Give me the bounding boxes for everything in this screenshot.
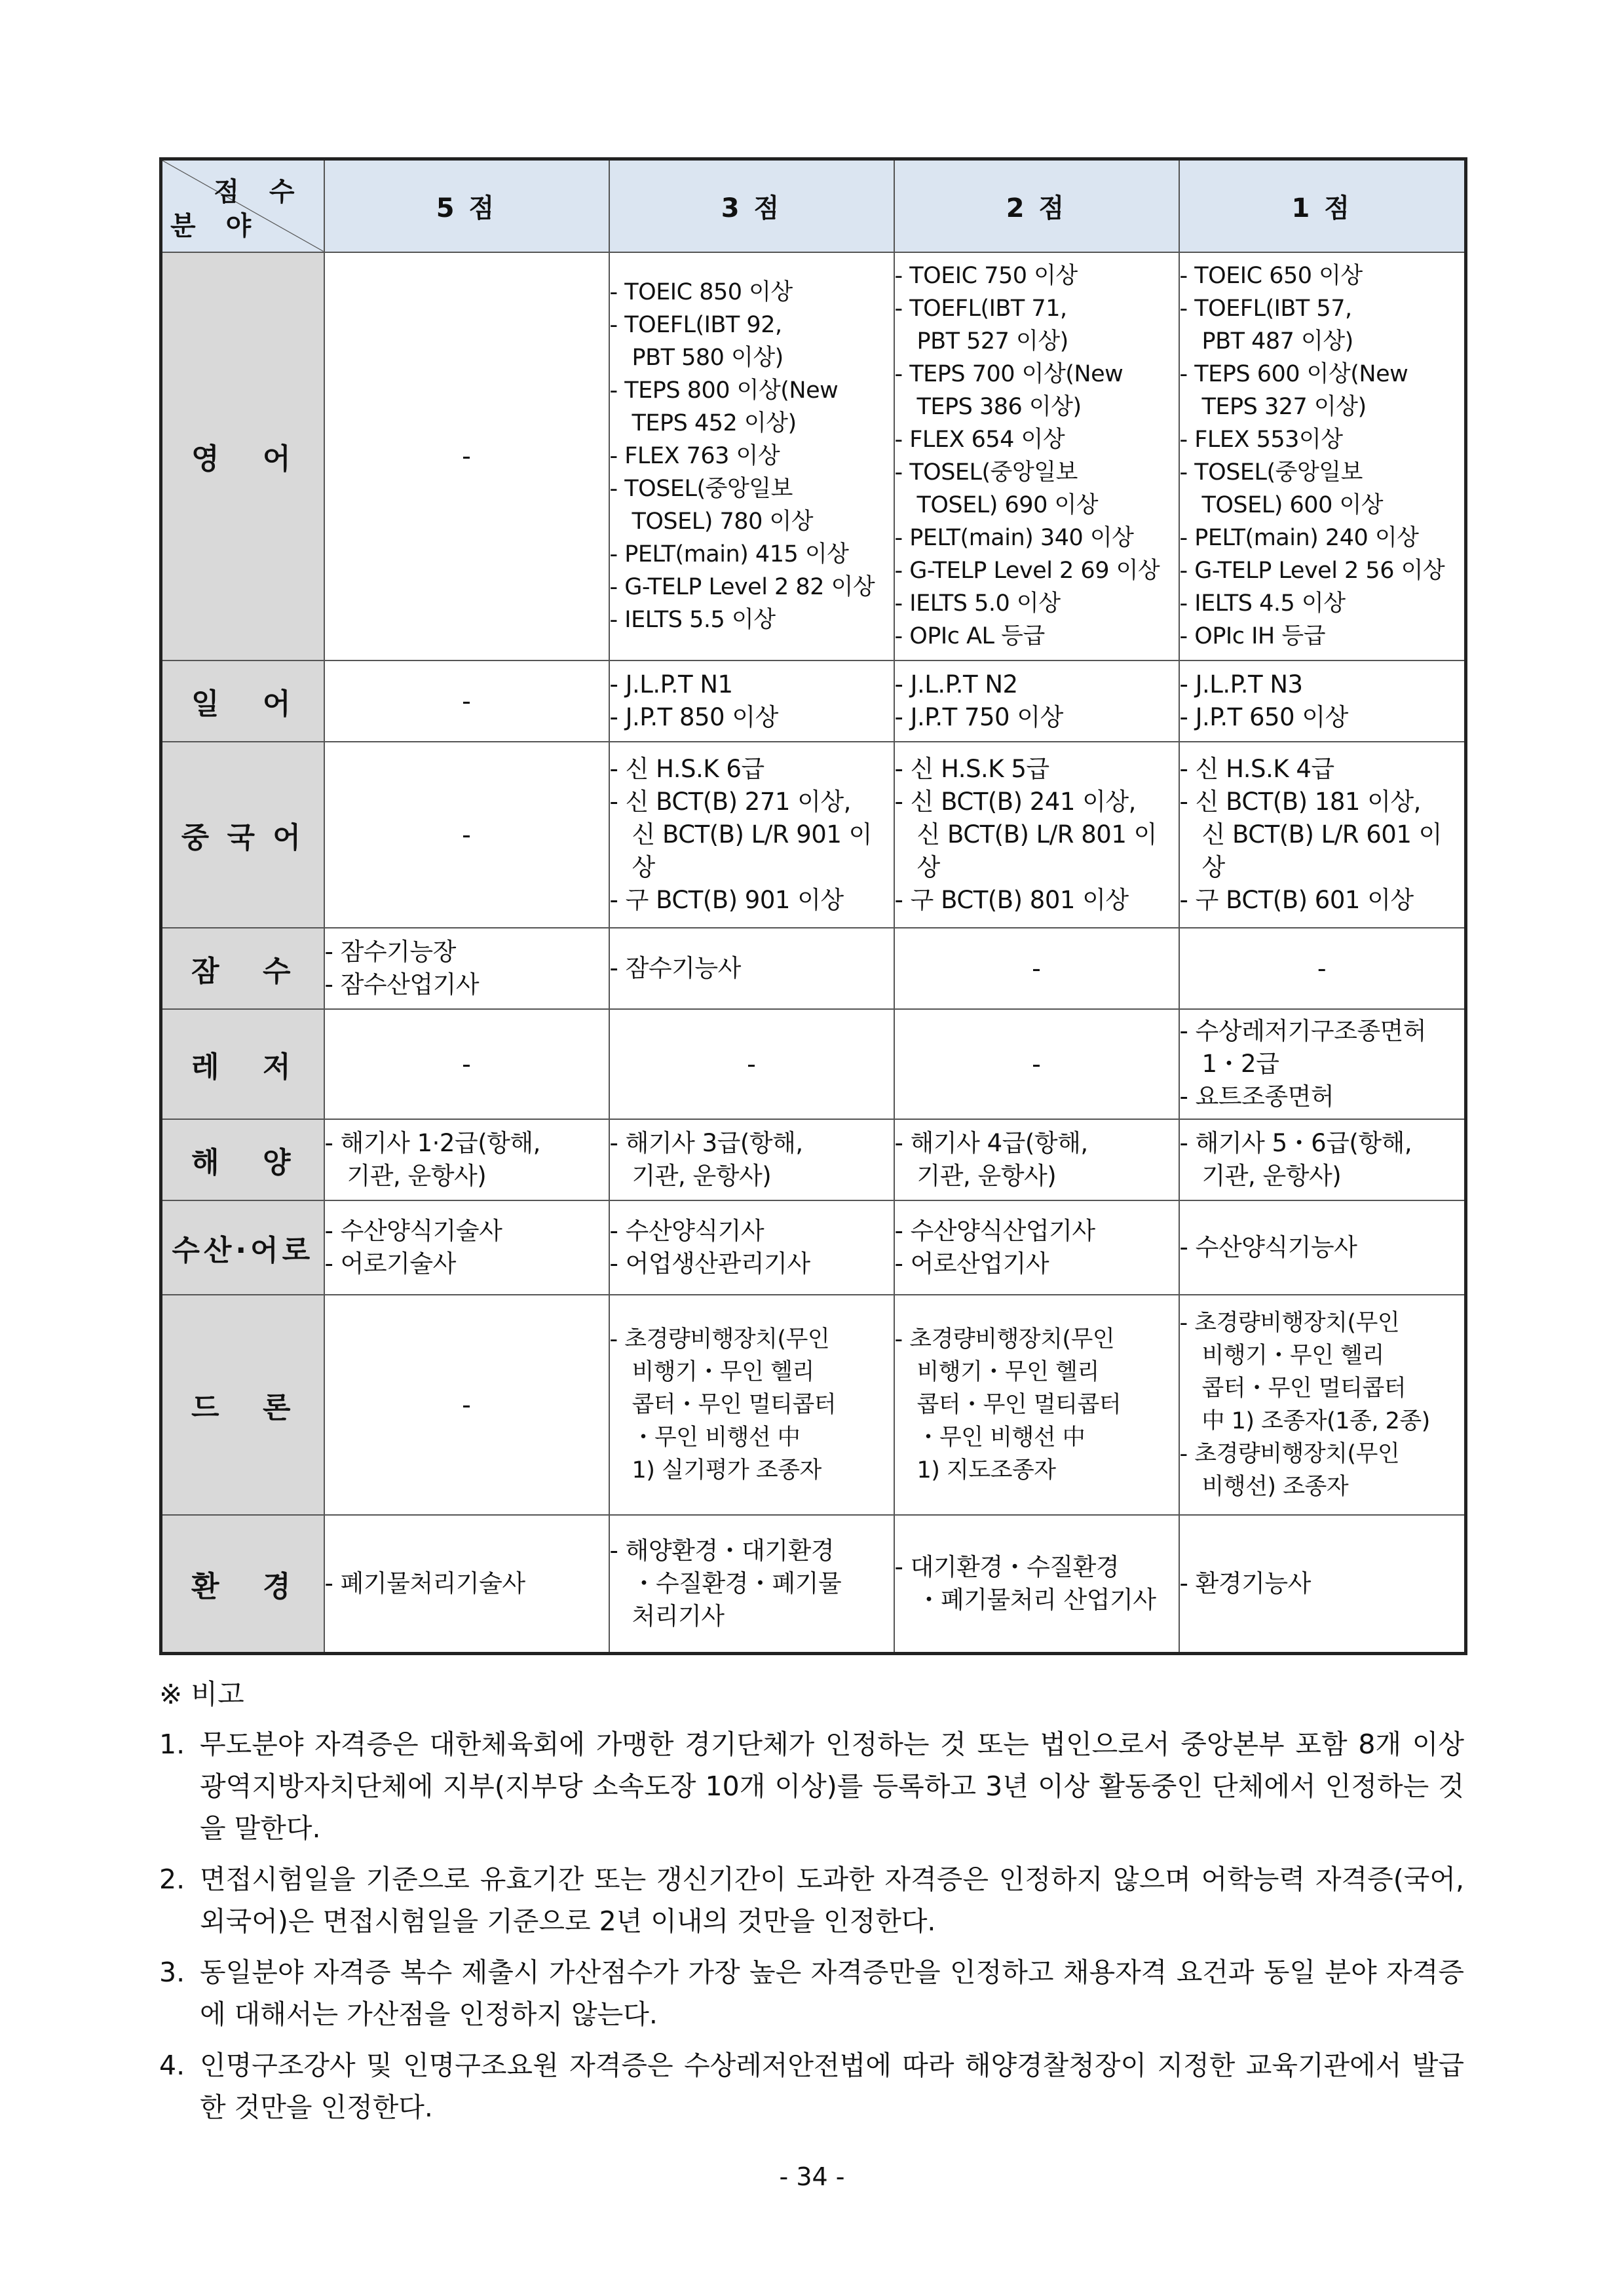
qualification-list [895, 1323, 1179, 1487]
qualification-item: - J.L.P.T N3 [1180, 668, 1465, 701]
qualification-list [610, 668, 894, 734]
qualification-item: - 초경량비행장치(무인 비행기・무인 헬리 콥터・무인 멀티콥터 中 1) 조종자(1종, 2종) [1180, 1307, 1465, 1438]
qualification-item: - 요트조종면허 [1180, 1081, 1465, 1113]
remarks-title: ※ 비고 [159, 1678, 244, 1710]
qualification-item: - TEPS 700 이상(New TEPS 386 이상) [895, 358, 1179, 423]
score-cell [894, 1295, 1179, 1515]
column-header-1pt: 1 점 [1179, 159, 1466, 252]
score-cell [1179, 1200, 1466, 1295]
field-label-char: 저 [262, 1050, 295, 1084]
page-number: - 34 - [779, 2162, 845, 2191]
field-label-cell [161, 1295, 324, 1515]
field-label-cell [161, 660, 324, 742]
qualification-item: - 신 H.S.K 5급 [895, 753, 1179, 786]
qualification-item: - 해기사 3급(항해, 기관, 운항사) [610, 1127, 894, 1193]
score-cell [894, 1009, 1179, 1119]
score-cell [324, 1009, 609, 1119]
qualification-item: - J.P.T 750 이상 [895, 701, 1179, 734]
qualification-item: - TOEIC 650 이상 [1180, 259, 1465, 292]
qualification-item: - J.P.T 850 이상 [610, 701, 894, 734]
remark-text: 동일분야 자격증 복수 제출시 가산점수가 가장 높은 자격증만을 인정하고 채용자격 요건과 동일 분야 자격증에 대해서는 가산점을 인정하지 않는다. [200, 1957, 1464, 2030]
qualification-item: - G-TELP Level 2 56 이상 [1180, 554, 1465, 587]
qualification-list [610, 952, 894, 985]
qualification-item: - 해기사 5・6급(항해, 기관, 운항사) [1180, 1127, 1465, 1193]
empty-dash: - [1032, 1049, 1041, 1079]
score-cell [609, 928, 894, 1009]
qualification-list [895, 1127, 1179, 1193]
remark-item [159, 2044, 1464, 2128]
qualification-item: - 해기사 4급(항해, 기관, 운항사) [895, 1127, 1179, 1193]
qualification-item: - TOEIC 850 이상 [610, 276, 894, 309]
qualification-item: - TEPS 600 이상(New TEPS 327 이상) [1180, 358, 1465, 423]
score-cell [1179, 1295, 1466, 1515]
remark-number: 1. [159, 1729, 185, 1760]
qualification-list [1180, 1015, 1465, 1113]
qualification-list [1180, 1567, 1465, 1600]
table-row [161, 1295, 1466, 1515]
qualification-item: - J.L.P.T N2 [895, 668, 1179, 701]
score-cell [324, 1119, 609, 1200]
field-label-char: 드 [191, 1390, 223, 1425]
qualification-item: - PELT(main) 340 이상 [895, 522, 1179, 554]
qualification-item: - 초경량비행장치(무인 비행기・무인 헬리 콥터・무인 멀티콥터 ・무인 비행선 中 1) 지도조종자 [895, 1323, 1179, 1487]
field-label-char: 어 [262, 442, 295, 476]
score-cell [324, 660, 609, 742]
field-label-cell [161, 928, 324, 1009]
qualification-item: - TOSEL(중앙일보 TOSEL) 600 이상 [1180, 456, 1465, 522]
qualification-item: - 해양환경・대기환경 ・수질환경・폐기물 처리기사 [610, 1535, 894, 1633]
qualification-item: - 수상레저기구조종면허 1・2급 [1180, 1015, 1465, 1081]
remark-item [159, 1723, 1464, 1849]
qualification-item: - G-TELP Level 2 82 이상 [610, 571, 894, 603]
score-cell [894, 1200, 1179, 1295]
qualification-list [1180, 259, 1465, 653]
qualification-list [1180, 668, 1465, 734]
corner-score-label: 점 수 [214, 177, 305, 207]
score-cell [894, 660, 1179, 742]
qualification-list [895, 1215, 1179, 1280]
qualification-item: - G-TELP Level 2 69 이상 [895, 554, 1179, 587]
qualification-item: - FLEX 553이상 [1180, 423, 1465, 456]
qualification-list [610, 1127, 894, 1193]
empty-dash: - [462, 686, 471, 716]
field-label-char: 양 [262, 1145, 295, 1179]
remark-number: 4. [159, 2050, 185, 2081]
score-cell [609, 742, 894, 928]
field-label-char: 경 [262, 1569, 295, 1603]
remarks-list [159, 1723, 1464, 2128]
score-cell [609, 1200, 894, 1295]
qualification-list [1180, 1127, 1465, 1193]
empty-dash: - [1032, 953, 1041, 983]
qualification-item: - TOEFL(IBT 57, PBT 487 이상) [1180, 292, 1465, 358]
qualification-list [610, 1215, 894, 1280]
score-cell [1179, 742, 1466, 928]
score-cell [324, 1200, 609, 1295]
field-label-cell [161, 1009, 324, 1119]
field-label-char: 잠 [191, 954, 223, 988]
corner-field-label: 분 야 [170, 210, 262, 241]
field-label-text: 중 국 어 [181, 820, 305, 854]
qualification-item: - IELTS 5.0 이상 [895, 587, 1179, 620]
qualification-item: - J.L.P.T N1 [610, 668, 894, 701]
field-label-cell [161, 252, 324, 660]
qualification-item: - IELTS 5.5 이상 [610, 603, 894, 636]
field-label-char: 환 [191, 1569, 223, 1603]
qualification-item: - IELTS 4.5 이상 [1180, 587, 1465, 620]
qualification-list [610, 276, 894, 636]
score-cell [1179, 252, 1466, 660]
qualification-item: - 어업생산관리기사 [610, 1248, 894, 1280]
qualification-item: - 구 BCT(B) 801 이상 [895, 884, 1179, 917]
qualification-list [325, 1127, 609, 1193]
qualification-item: - 해기사 1·2급(항해, 기관, 운항사) [325, 1127, 609, 1193]
empty-dash: - [1317, 953, 1327, 983]
qualification-item: - 폐기물처리기술사 [325, 1567, 609, 1600]
qualification-item: - 잠수산업기사 [325, 968, 609, 1001]
score-cell [609, 660, 894, 742]
empty-dash: - [747, 1049, 756, 1079]
qualification-item: - FLEX 763 이상 [610, 440, 894, 472]
score-cell [894, 252, 1179, 660]
remark-item [159, 1951, 1464, 2035]
qualification-item: - 어로기술사 [325, 1248, 609, 1280]
qualification-item: - OPIc IH 등급 [1180, 620, 1465, 653]
field-label-char: 일 [191, 687, 223, 721]
qualification-item: - 수산양식산업기사 [895, 1215, 1179, 1248]
score-cell [1179, 1119, 1466, 1200]
qualification-list [895, 259, 1179, 653]
qualification-item: - 구 BCT(B) 601 이상 [1180, 884, 1465, 917]
score-cell [609, 252, 894, 660]
score-cell [324, 1515, 609, 1654]
empty-dash: - [462, 1049, 471, 1079]
score-cell [609, 1295, 894, 1515]
qualification-item: - TEPS 800 이상(New TEPS 452 이상) [610, 374, 894, 440]
field-label-cell [161, 1515, 324, 1654]
qualification-item: - PELT(main) 415 이상 [610, 538, 894, 571]
score-cell [894, 928, 1179, 1009]
qualification-item: - 잠수기능사 [610, 952, 894, 985]
field-label-char: 레 [191, 1050, 223, 1084]
qualification-list [325, 1567, 609, 1600]
score-cell [324, 252, 609, 660]
column-header-5pt: 5 점 [324, 159, 609, 252]
qualification-item: - 신 BCT(B) 271 이상, 신 BCT(B) L/R 901 이상 [610, 786, 894, 884]
score-cell [324, 928, 609, 1009]
qualification-item: - PELT(main) 240 이상 [1180, 522, 1465, 554]
qualification-item: - TOSEL(중앙일보 TOSEL) 780 이상 [610, 472, 894, 538]
qualification-item: - 환경기능사 [1180, 1567, 1465, 1600]
field-label-cell [161, 742, 324, 928]
qualification-list [1180, 1307, 1465, 1503]
remark-text: 인명구조강사 및 인명구조요원 자격증은 수상레저안전법에 따라 해양경찰청장이 지정한 교육기관에서 발급한 것만을 인정한다. [200, 2050, 1464, 2123]
score-cell [609, 1119, 894, 1200]
remark-text: 면접시험일을 기준으로 유효기간 또는 갱신기간이 도과한 자격증은 인정하지 않으며 어학능력 자격증(국어, 외국어)은 면접시험일을 기준으로 2년 이내의 것만을 인정한다. [200, 1864, 1464, 1937]
qualification-item: - 대기환경・수질환경 ・폐기물처리 산업기사 [895, 1551, 1179, 1617]
qualification-item: - 신 H.S.K 4급 [1180, 753, 1465, 786]
qualification-item: - 수산양식기사 [610, 1215, 894, 1248]
score-cell [609, 1009, 894, 1119]
qualification-item: - 구 BCT(B) 901 이상 [610, 884, 894, 917]
qualification-item: - TOEFL(IBT 71, PBT 527 이상) [895, 292, 1179, 358]
field-label-cell [161, 1200, 324, 1295]
table-row [161, 660, 1466, 742]
qualification-item: - 수산양식기능사 [1180, 1231, 1465, 1264]
score-cell [324, 742, 609, 928]
score-cell [894, 1119, 1179, 1200]
qualification-list [895, 1551, 1179, 1617]
qualification-list [895, 753, 1179, 917]
column-header-2pt: 2 점 [894, 159, 1179, 252]
qualification-item: - TOSEL(중앙일보 TOSEL) 690 이상 [895, 456, 1179, 522]
qualification-item: - 초경량비행장치(무인 비행선) 조종자 [1180, 1438, 1465, 1503]
score-cell [324, 1295, 609, 1515]
field-label-char: 해 [191, 1145, 223, 1179]
qualification-item: - FLEX 654 이상 [895, 423, 1179, 456]
qualification-item: - 수산양식기술사 [325, 1215, 609, 1248]
field-label-text: 수산·어로 [172, 1233, 314, 1267]
header-corner-cell [161, 159, 324, 252]
score-cell [1179, 928, 1466, 1009]
qualification-list [610, 1323, 894, 1487]
column-header-3pt: 3 점 [609, 159, 894, 252]
qualification-score-table [159, 157, 1467, 1655]
empty-dash: - [462, 1390, 471, 1419]
remark-number: 3. [159, 1957, 185, 1988]
score-cell [1179, 660, 1466, 742]
table-row [161, 1119, 1466, 1200]
remark-text: 무도분야 자격증은 대한체육회에 가맹한 경기단체가 인정하는 것 또는 법인으로서 중앙본부 포함 8개 이상 광역지방자치단체에 지부(지부당 소속도장 10개 이상)를 등록하고 3년 이상 활동중인 단체에서 인정하는 것을 말한다. [200, 1729, 1464, 1844]
qualification-list [325, 936, 609, 1001]
qualification-list [895, 668, 1179, 734]
score-cell [1179, 1009, 1466, 1119]
qualification-item: - 잠수기능장 [325, 936, 609, 968]
table-row [161, 928, 1466, 1009]
qualification-item: - 신 H.S.K 6급 [610, 753, 894, 786]
qualification-item: - OPIc AL 등급 [895, 620, 1179, 653]
qualification-list [325, 1215, 609, 1280]
empty-dash: - [462, 820, 471, 849]
table-row [161, 1515, 1466, 1654]
table-row [161, 1200, 1466, 1295]
empty-dash: - [462, 442, 471, 470]
qualification-item: - TOEIC 750 이상 [895, 259, 1179, 292]
header-row [161, 159, 1466, 252]
table-row [161, 252, 1466, 660]
table-row [161, 742, 1466, 928]
qualification-list [1180, 1231, 1465, 1264]
qualification-list [610, 753, 894, 917]
qualification-list [1180, 753, 1465, 917]
field-label-char: 어 [262, 687, 295, 721]
qualification-list [610, 1535, 894, 1633]
field-label-char: 수 [262, 954, 295, 988]
score-cell [1179, 1515, 1466, 1654]
remark-number: 2. [159, 1864, 185, 1895]
qualification-item: - 초경량비행장치(무인 비행기・무인 헬리 콥터・무인 멀티콥터 ・무인 비행선 中 1) 실기평가 조종자 [610, 1323, 894, 1487]
remarks-section [159, 1675, 1464, 2137]
remark-item [159, 1858, 1464, 1942]
qualification-item: - J.P.T 650 이상 [1180, 701, 1465, 734]
qualification-item: - 어로산업기사 [895, 1248, 1179, 1280]
score-cell [894, 1515, 1179, 1654]
score-cell [609, 1515, 894, 1654]
score-cell [894, 742, 1179, 928]
field-label-char: 영 [191, 442, 223, 476]
field-label-cell [161, 1119, 324, 1200]
field-label-char: 론 [262, 1390, 295, 1425]
qualification-item: - 신 BCT(B) 241 이상, 신 BCT(B) L/R 801 이상 [895, 786, 1179, 884]
table-row [161, 1009, 1466, 1119]
qualification-item: - 신 BCT(B) 181 이상, 신 BCT(B) L/R 601 이상 [1180, 786, 1465, 884]
qualification-item: - TOEFL(IBT 92, PBT 580 이상) [610, 309, 894, 374]
